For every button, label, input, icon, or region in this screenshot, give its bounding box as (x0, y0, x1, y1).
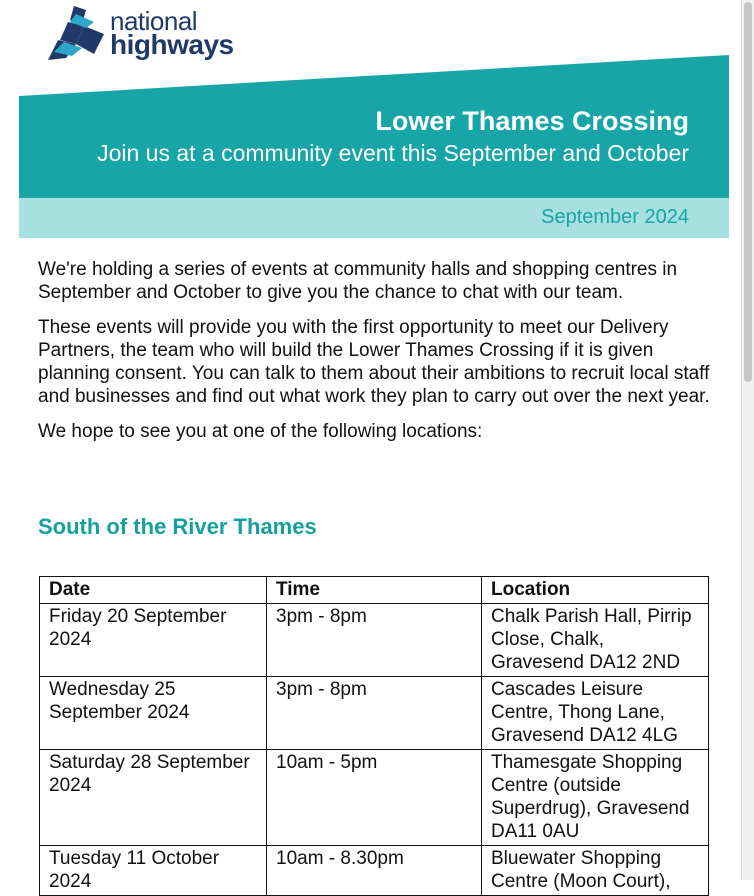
table-row (40, 750, 709, 846)
table-row (40, 604, 709, 677)
banner-date: September 2024 (541, 206, 689, 228)
event-date: Saturday 28 September 2024 (40, 750, 267, 846)
event-date: Tuesday 11 October 2024 (40, 846, 267, 896)
event-time: 10am - 5pm (267, 750, 482, 846)
intro-paragraph: We hope to see you at one of the following locations: (38, 421, 483, 442)
intro-text (38, 258, 710, 455)
column-header-time: Time (267, 577, 482, 604)
event-time: 3pm - 8pm (267, 677, 482, 750)
event-time: 3pm - 8pm (267, 604, 482, 677)
event-time: 10am - 8.30pm (267, 846, 482, 896)
section-heading: South of the River Thames (38, 514, 317, 539)
events-table (39, 576, 709, 896)
column-header-location: Location (482, 577, 709, 604)
event-location: Bluewater Shopping Centre (Moon Court), (482, 846, 709, 896)
table-row (40, 677, 709, 750)
table-header-row (40, 577, 709, 604)
scrollbar-track[interactable] (741, 0, 754, 880)
table-row (40, 846, 709, 896)
logo-wordmark-highways: highways (110, 29, 234, 60)
intro-paragraph: These events will provide you with the first opportunity to meet our Delivery Partners, the team who will build the Lower Thames Crossing if it is given planning consent. You can talk to them about their ambitions to recruit local staff and businesses and find out what work they plan to carry out over the next year. (38, 317, 710, 407)
event-location: Cascades Leisure Centre, Thong Lane, Gravesend DA12 4LG (482, 677, 709, 750)
intro-paragraph: We're holding a series of events at community halls and shopping centres in September and October to give you the chance to chat with our team. (38, 259, 678, 303)
banner-subtitle: Join us at a community event this September and October (97, 140, 689, 166)
logo-wordmark-national: national (110, 6, 198, 36)
column-header-date: Date (40, 577, 267, 604)
event-location: Chalk Parish Hall, Pirrip Close, Chalk, Gravesend DA12 2ND (482, 604, 709, 677)
scrollbar-thumb[interactable] (744, 2, 752, 382)
header-banner (19, 52, 729, 238)
event-date: Friday 20 September 2024 (40, 604, 267, 677)
banner-title: Lower Thames Crossing (375, 106, 689, 136)
event-location: Thamesgate Shopping Centre (outside Superdrug), Gravesend DA11 0AU (482, 750, 709, 846)
event-date: Wednesday 25 September 2024 (40, 677, 267, 750)
